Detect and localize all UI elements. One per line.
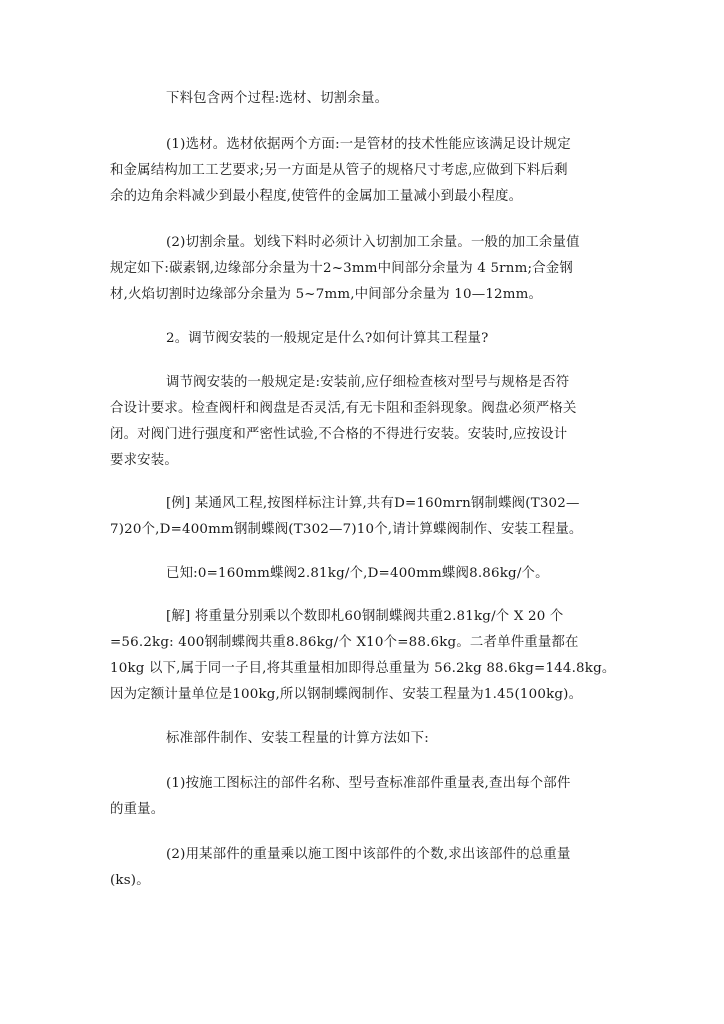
text-line-2: (1)选材。选材依据两个方面:一是管材的技术性能应该满足设计规定 <box>166 137 571 152</box>
text-line-18: 10kg 以下,属于同一子目,将其重量相加即得总重量为 56.2kg 88.6kg=144.8kg。 <box>110 661 616 676</box>
text-line-13: [例] 某通风工程,按图样标注计算,共有D=160mrn钢制蝶阀(T302— <box>166 496 580 511</box>
text-line-11: 闭。对阀门进行强度和严密性试验,不合格的不得进行安装。安装时,应按设计 <box>110 427 568 442</box>
text-line-6: 规定如下:碳素钢,边缘部分余量为十2~3mm中间部分余量为 4 5rnm;合金钢 <box>110 261 573 276</box>
text-line-22: 的重量。 <box>110 802 165 817</box>
text-line-17: =56.2kg: 400钢制蝶阀共重8.86kg/个 X10个=88.6kg。二者单件重量都在 <box>110 635 579 650</box>
text-line-16: [解] 将重量分别乘以个数即札60钢制蝶阀共重2.81kg/个 X 20 个 <box>166 609 564 624</box>
text-line-15: 已知:0=160mm蝶阀2.81kg/个,D=400mm蝶阀8.86kg/个。 <box>166 566 549 581</box>
text-line-5: (2)切割余量。划线下料时必须计入切割加工余量。一般的加工余量值 <box>166 235 580 250</box>
text-line-7: 材,火焰切割时边缘部分余量为 5~7mm,中间部分余量为 10—12mm。 <box>110 287 543 302</box>
text-line-3: 和金属结构加工工艺要求;另一方面是从管子的规格尺寸考虑,应做到下料后剩 <box>110 163 568 178</box>
text-line-20: 标准部件制作、安装工程量的计算方法如下: <box>166 731 429 746</box>
text-line-1: 下料包含两个过程:选材、切割余量。 <box>166 91 389 106</box>
text-line-10: 合设计要求。检查阀杆和阀盘是否灵活,有无卡阻和歪斜现象。阀盘必须严格关 <box>110 401 577 416</box>
text-line-24: (ks)。 <box>110 873 150 888</box>
text-line-12: 要求安装。 <box>110 453 178 468</box>
text-line-19: 因为定额计量单位是100kg,所以钢制蝶阀制作、安装工程量为1.45(100kg)。 <box>110 687 583 702</box>
text-line-9: 调节阀安装的一般规定是:安装前,应仔细检查核对型号与规格是否符 <box>166 375 570 390</box>
text-line-23: (2)用某部件的重量乘以施工图中该部件的个数,求出该部件的总重量 <box>166 847 571 862</box>
text-line-4: 余的边角余料减少到最小程度,使管件的金属加工量减小到最小程度。 <box>110 189 523 204</box>
text-line-21: (1)按施工图标注的部件名称、型号查标准部件重量表,查出每个部件 <box>166 776 571 791</box>
text-line-8: 2。调节阀安装的一般规定是什么?如何计算其工程量? <box>166 331 489 346</box>
text-line-14: 7)20个,D=400mm钢制蝶阀(T302—7)10个,请计算蝶阀制作、安装工程量。 <box>110 522 583 537</box>
